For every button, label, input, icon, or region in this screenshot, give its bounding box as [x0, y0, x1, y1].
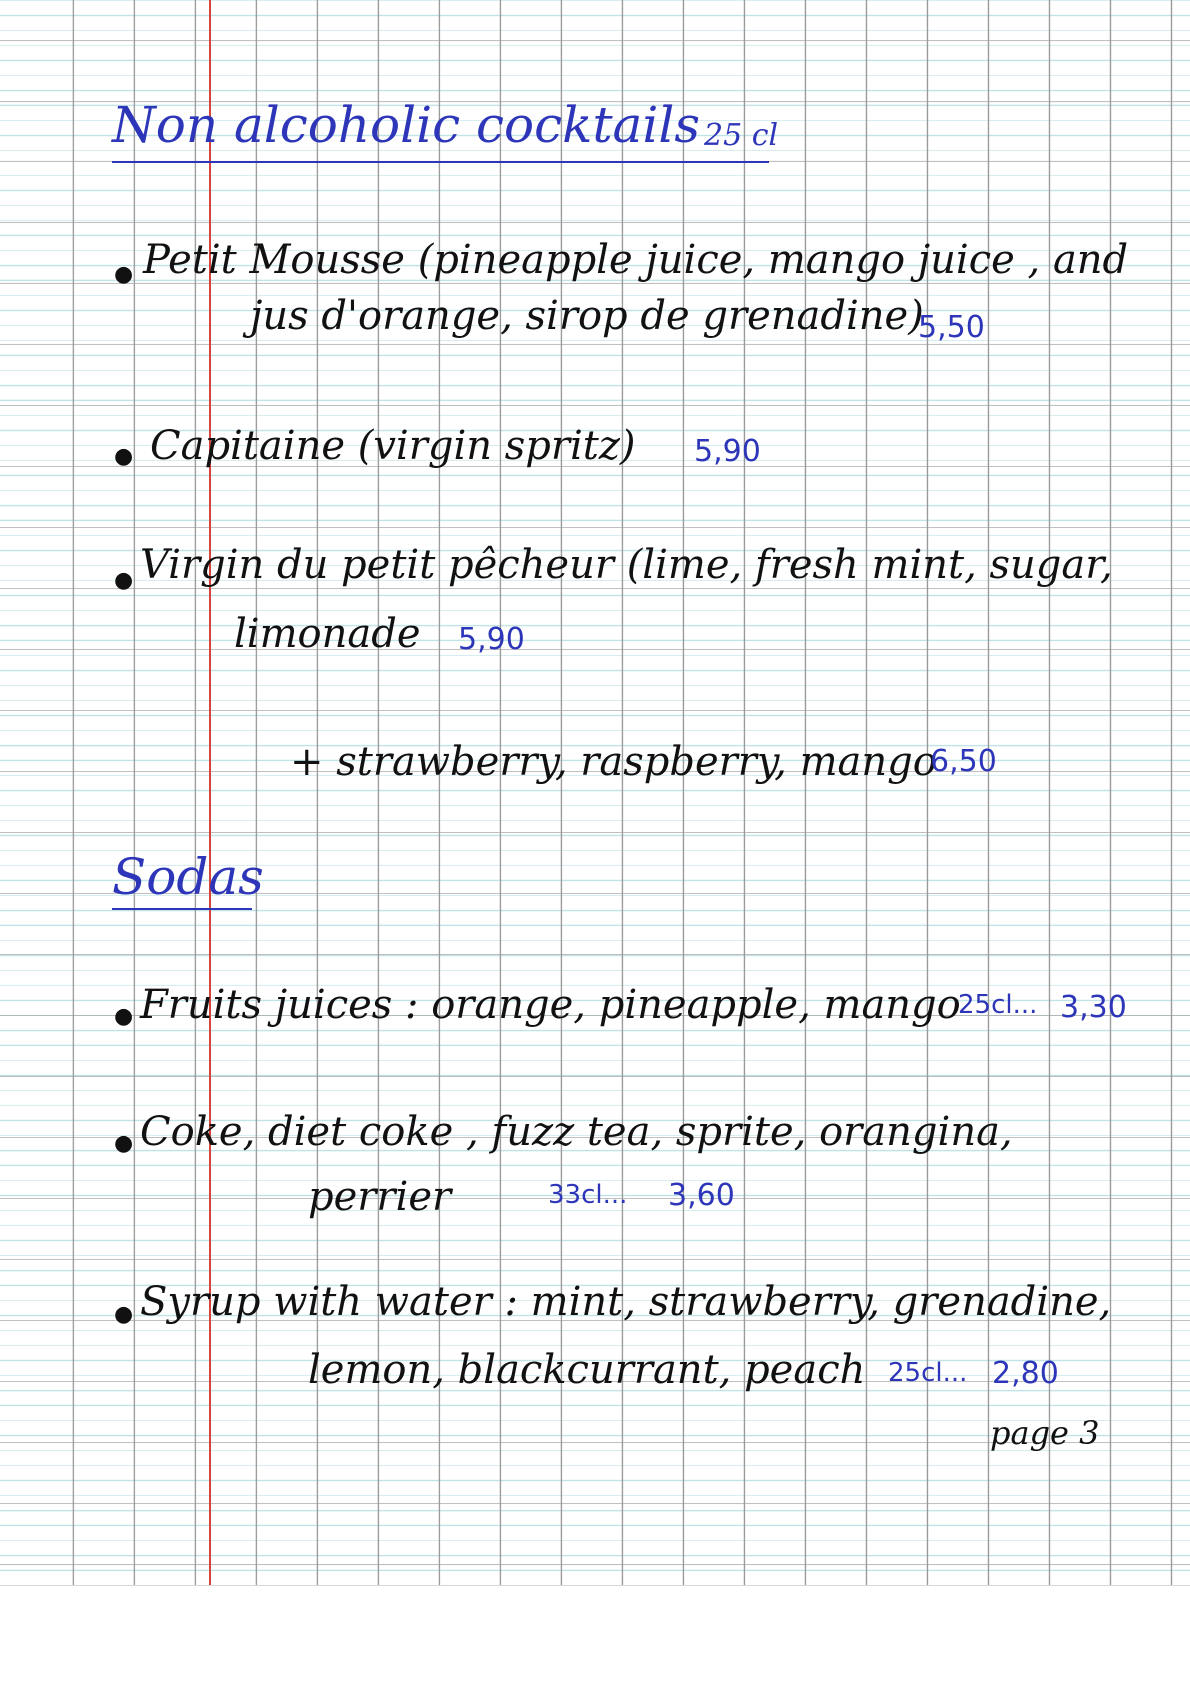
menu-item-line: Coke, diet coke , fuzz tea, sprite, orangina,	[140, 1109, 1013, 1155]
paper-edge	[0, 1585, 1190, 1586]
menu-item-size: 25cl...	[888, 1358, 968, 1388]
menu-item-line: perrier	[308, 1174, 452, 1220]
section-title-underline	[112, 161, 769, 163]
section-title-underline	[112, 908, 252, 910]
section-volume: 25 cl	[704, 118, 779, 153]
menu-item-price: 5,90	[694, 434, 761, 469]
bullet: ●	[114, 1131, 134, 1156]
menu-extra-price: 6,50	[930, 744, 997, 779]
menu-item-line: lemon, blackcurrant, peach	[308, 1347, 866, 1393]
menu-item-size: 25cl...	[958, 990, 1038, 1020]
bullet: ●	[114, 1302, 134, 1327]
menu-item-line: Petit Mousse (pineapple juice, mango juice , and	[143, 237, 1129, 283]
bullet: ●	[114, 444, 134, 469]
menu-item-price: 3,60	[668, 1178, 735, 1213]
menu-item-line: jus d'orange, sirop de grenadine)	[250, 293, 924, 339]
menu-item-line: Fruits juices : orange, pineapple, mango	[140, 982, 961, 1028]
bullet: ●	[114, 1004, 134, 1029]
menu-item-size: 33cl...	[548, 1180, 628, 1210]
menu-item-price: 5,90	[458, 622, 525, 657]
menu-item-price: 3,30	[1060, 990, 1127, 1025]
section-title-non-alcoholic: Non alcoholic cocktails	[112, 96, 700, 154]
bullet: ●	[114, 568, 134, 593]
bullet: ●	[114, 262, 134, 287]
menu-item-line: Virgin du petit pêcheur (lime, fresh mint, sugar,	[140, 542, 1113, 588]
menu-item-line: limonade	[234, 611, 421, 657]
section-title-sodas: Sodas	[112, 848, 264, 906]
menu-item-line: Syrup with water : mint, strawberry, grenadine,	[140, 1279, 1112, 1325]
page-number: page 3	[990, 1414, 1100, 1452]
menu-item-price: 2,80	[992, 1356, 1059, 1391]
menu-item-line: Capitaine (virgin spritz)	[150, 423, 636, 469]
menu-item-price: 5,50	[918, 310, 985, 345]
menu-extra-line: + strawberry, raspberry, mango	[290, 739, 937, 785]
